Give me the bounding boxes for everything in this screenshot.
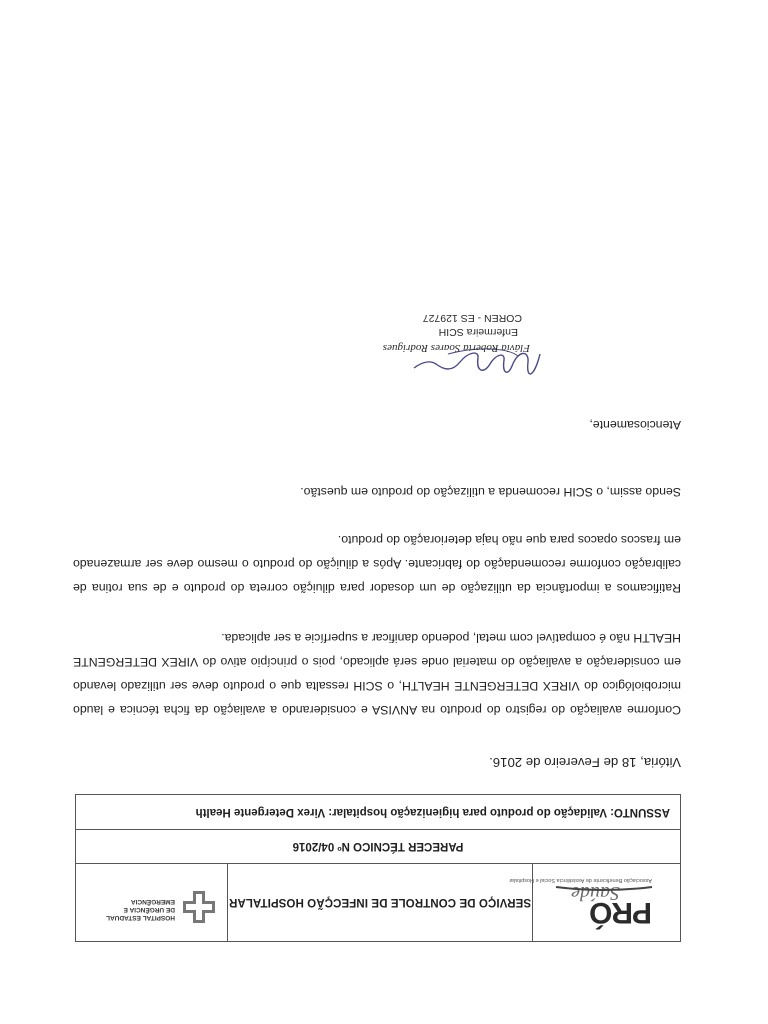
hospital-logo <box>79 873 219 929</box>
signatory-name: Flávia Roberta Soares Rodrigues <box>382 342 530 354</box>
service-title: SERVIÇO DE CONTROLE DE INFECÇÃO HOSPITALAR <box>227 863 532 941</box>
signature-block <box>382 294 548 384</box>
doc-subject: ASSUNTO: Validação do produto para higienização hospitalar: Virex Detergente Health <box>195 806 670 818</box>
paragraph-evaluation: Conforme avaliação do registro do produto na ANVISA e considerando a avaliação da ficha técnica e laudo microbiológico do VIREX DETERGENTE HEALTH, o SCIH ressalta que o produto deve ser utilizado levando em consideração a avaliação do material onde será aplicado, pois o princípio ativo do VIREX DETERGENTE HEALTH não é compatível com metal, podendo danificar a superfície a ser aplicada. <box>73 631 681 717</box>
pro-logo-tagline: Associação Beneficente de Assistência Social e Hospitalar <box>509 877 652 883</box>
closing: Atenciosamente, <box>589 418 681 432</box>
paragraph-recommendation: Sendo assim, o SCIH recomenda a utilização do produto em questão. <box>300 485 681 499</box>
header-top-row <box>76 863 680 941</box>
paragraph-dosage: Ratificamos a importância da utilização de um dosador para diluição correta do produto e de sua rotina de calibração conforme recomendação do fabricante. Após a diluição do produto o mesmo deve ser armazenado em frascos opacos para que não haja deterioração do produto. <box>73 533 681 595</box>
pro-logo-script: Saúde <box>571 882 620 904</box>
date-line: Vitória, 18 de Fevereiro de 2016. <box>489 755 681 770</box>
hospital-name <box>79 897 175 921</box>
pro-logo-brand: PRÓ <box>589 896 652 929</box>
hospital-name-line1: HOSPITAL ESTADUAL <box>106 914 175 921</box>
pro-logo-swoosh-icon <box>554 885 654 891</box>
doc-number: PARECER TÉCNICO Nº 04/2016 <box>76 829 680 863</box>
hospital-logo-cell <box>74 863 227 941</box>
signatory-role: Enfermeira SCIH <box>438 326 518 338</box>
pro-saude-logo <box>509 871 658 931</box>
header-table <box>75 794 681 942</box>
hospital-cross-icon <box>181 889 217 925</box>
pro-saude-logo-cell <box>509 863 680 941</box>
signatory-registration: COREN - ES 129727 <box>422 312 522 324</box>
hospital-name-line2: DE URGÊNCIA E EMERGÊNCIA <box>123 898 175 913</box>
